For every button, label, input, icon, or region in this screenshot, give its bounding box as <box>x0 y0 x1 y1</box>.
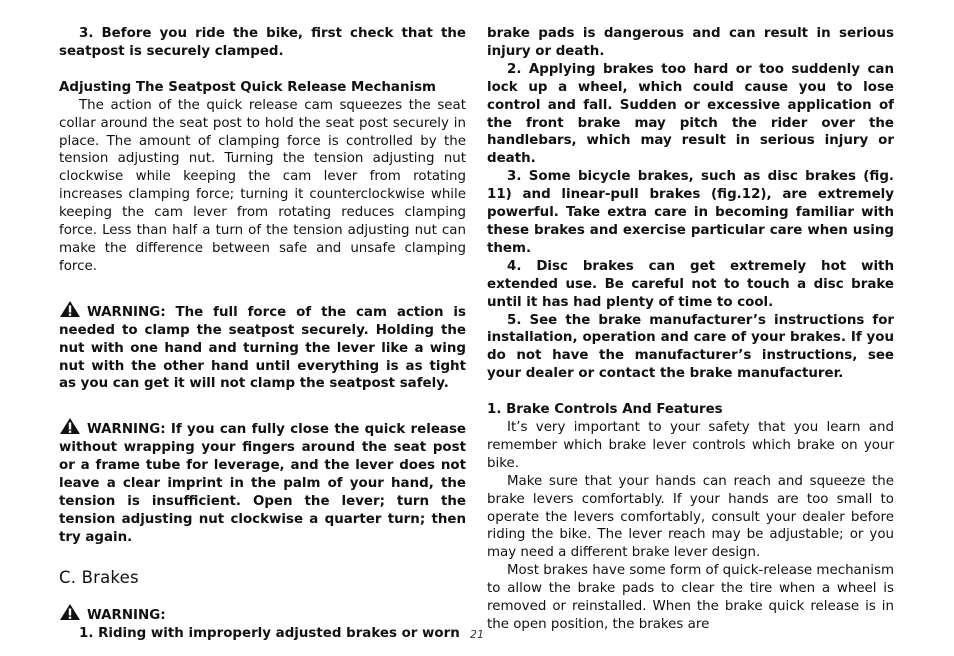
right-column <box>487 25 894 634</box>
brake-warning-item-5: 5. See the brake manufacturer’s instructions for installation, operation and care of your brakes. If you do not have the manufacturer’s instructions, see your dealer or contact the brake manufacturer. <box>487 312 894 382</box>
warning-brakes-label: WARNING: <box>87 607 166 623</box>
seatpost-heading: Adjusting The Seatpost Quick Release Mechanism <box>59 79 436 95</box>
brake-controls-heading: 1. Brake Controls And Features <box>487 402 723 418</box>
page-number: 21 <box>470 628 484 641</box>
warning-triangle-icon <box>59 603 81 621</box>
brake-controls-paragraph-1: It’s very important to your safety that you learn and remember which brake lever controls which brake on your bike. <box>487 420 894 471</box>
brake-warning-item-4: 4. Disc brakes can get extremely hot with extended use. Be careful not to touch a disc brake until it has had plenty of time to cool. <box>487 258 894 310</box>
left-column <box>59 25 466 642</box>
warning-triangle-icon <box>59 417 81 435</box>
warning-cam-action <box>59 300 466 394</box>
brake-warning-item-1-continued: brake pads is dangerous and can result in serious injury or death. <box>487 26 894 59</box>
seatpost-check-item: 3. Before you ride the bike, first check that the seatpost is securely clamped. <box>59 26 466 59</box>
brake-controls-paragraph-2: Make sure that your hands can reach and squeeze the brake levers comfortably. If your hands are too small to operate the levers comfortably, consult your dealer before riding the bike. The lever reach may be adjustable; or you may need a different brake lever design. <box>487 473 894 561</box>
section-title-brakes: C. Brakes <box>59 567 139 587</box>
warning-triangle-icon <box>59 300 81 318</box>
seatpost-body-paragraph: The action of the quick release cam squeezes the seat collar around the seat post to hold the seat post securely in place. The amount of clamping force is controlled by the tension adjusting nut. Turning the tension adjusting nut clockwise while keeping the cam lever from rotating increases clamping force; turning it counterclockwise while keeping the cam lever from rotating reduces clamping force. Less than half a turn of the tension adjusting nut can make the difference between safe and unsafe clamping force. <box>59 97 466 274</box>
warning-brakes <box>59 603 466 625</box>
brake-controls-paragraph-3: Most brakes have some form of quick-release mechanism to allow the brake pads to clear the tire when a wheel is removed or reinstalled. When the brake quick release is in the open position, the brakes are <box>487 563 894 632</box>
warning-quick-release-text: WARNING: If you can fully close the quick release without wrapping your fingers around the seat post or a frame tube for leverage, and the lever does not leave a clear imprint in the palm of your hand, the tension is insufficient. Open the lever; turn the tension adjusting nut clockwise a quarter turn; then try again. <box>59 422 466 545</box>
brake-warning-item-3: 3. Some bicycle brakes, such as disc brakes (fig. 11) and linear-pull brakes (fig.12), are extremely powerful. Take extra care in becoming familiar with these brakes and exercise particular care when using them. <box>487 169 894 256</box>
brake-warning-item-1: 1. Riding with improperly adjusted brakes or worn <box>79 625 460 641</box>
warning-quick-release <box>59 417 466 546</box>
brake-warning-item-2: 2. Applying brakes too hard or too suddenly can lock up a wheel, which could cause you to lose control and fall. Sudden or excessive application of the front brake may pitch the rider over the handlebars, which may result in serious injury or death. <box>487 61 894 167</box>
warning-cam-action-text: WARNING: The full force of the cam action is needed to clamp the seatpost securely. Holding the nut with one hand and turning the lever like a wing nut with the other hand until everything is as tight as you can get it will not clamp the seatpost safely. <box>59 304 466 392</box>
